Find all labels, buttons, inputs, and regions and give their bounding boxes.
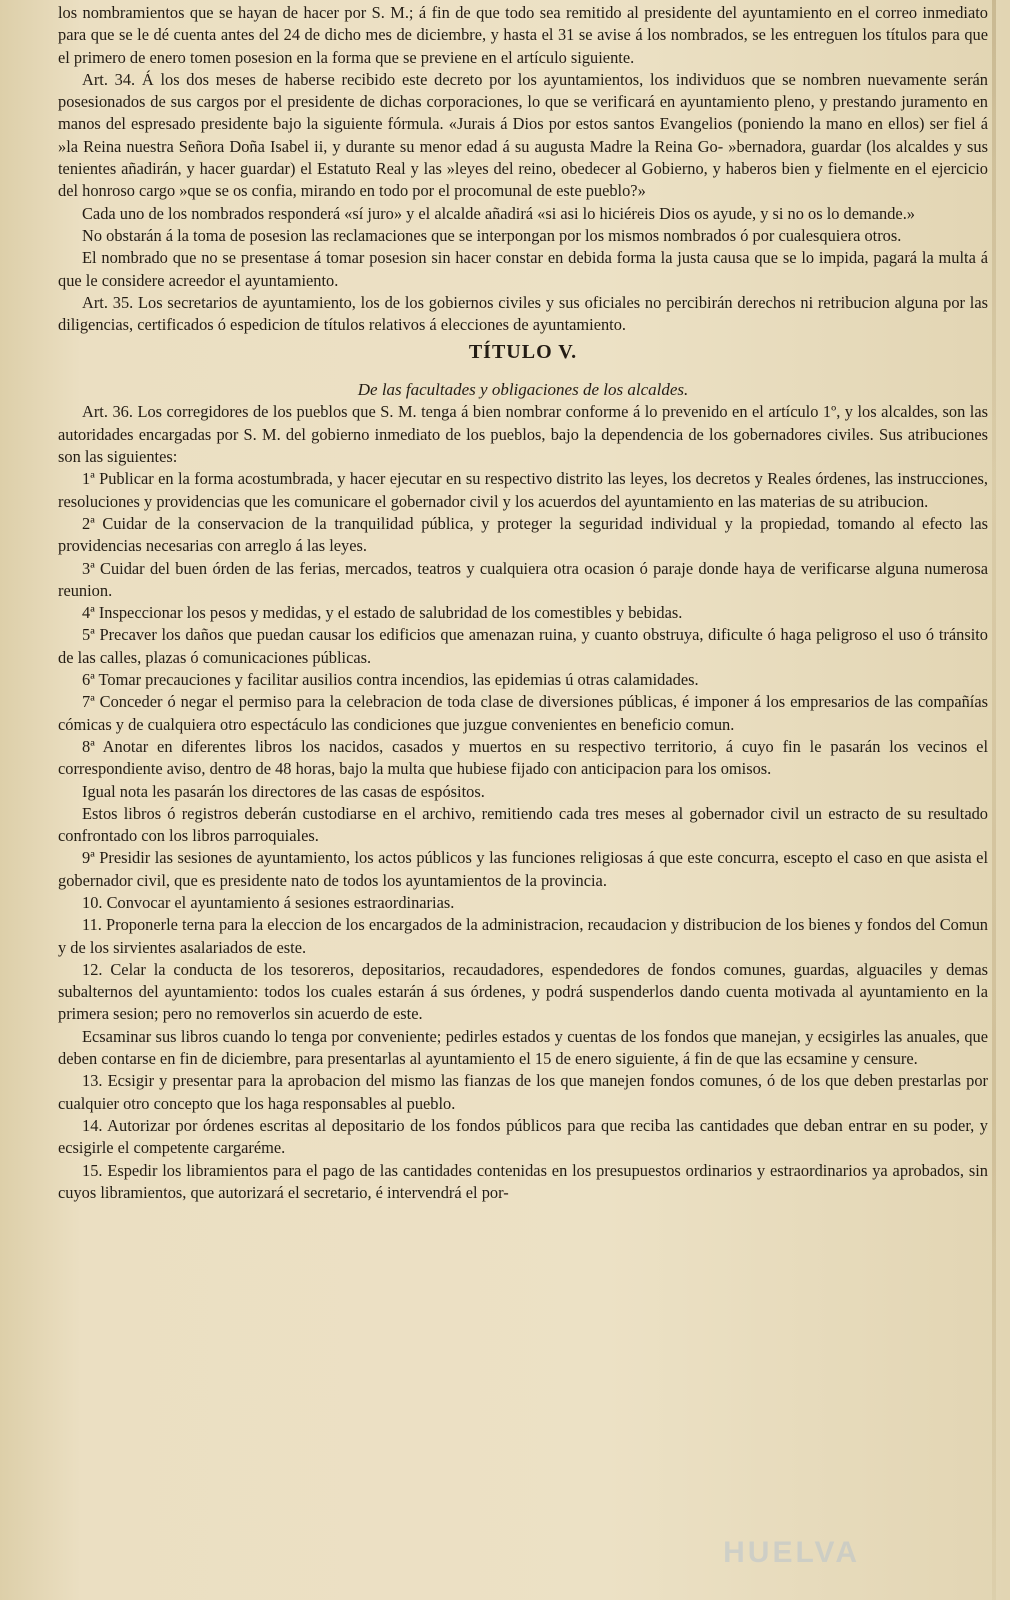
article-35: Art. 35. Los secretarios de ayuntamiento, los de los gobiernos civiles y sus oficiales no percibirán derechos ni retribucion alguna por las diligencias, certificados ó espedicion de títulos relativos á elecciones de ayuntamiento. (58, 292, 988, 335)
list-item: 10. Convocar el ayuntamiento á sesiones estraordinarias. (82, 892, 455, 912)
paragraph: Igual nota les pasarán los directores de las casas de espósitos. (82, 781, 485, 801)
paragraph: El nombrado que no se presentase á tomar posesion sin hacer constar en debida forma la justa causa que se lo impida, pagará la multa á que le considere acreedor el ayuntamiento. (58, 248, 988, 290)
page-edge (992, 0, 996, 1600)
library-watermark: HUELVA (723, 1536, 860, 1569)
list-item: 11. Proponerle terna para la eleccion de los encargados de la administracion, recaudacion y distribucion de los bienes y fondos del Comun y de los sirvientes asalariados de este. (58, 915, 988, 957)
article-36: Art. 36. Los corregidores de los pueblos que S. M. tenga á bien nombrar conforme á lo prevenido en el artículo 1º, y los alcaldes, son las autoridades encargadas por S. M. del gobierno inmediato de los pueblos, bajo la dependencia de los gobernadores civiles. Sus atribuciones son las siguientes: (58, 402, 988, 467)
list-item: 13. Ecsigir y presentar para la aprobacion del mismo las fianzas de los que manejen fondos comunes, ó de los que deben prestarlas por cualquier otro concepto que los haga responsables al pueblo. (58, 1071, 988, 1113)
list-item: 4ª Inspeccionar los pesos y medidas, y el estado de salubridad de los comestibles y bebidas. (82, 603, 683, 623)
section-title: TÍTULO V. (468, 341, 578, 364)
paragraph: Estos libros ó registros deberán custodiarse en el archivo, remitiendo cada tres meses al gobernador civil un estracto de su resultado confrontado con los libros parroquiales. (58, 803, 988, 846)
list-item: 12. Celar la conducta de los tesoreros, depositarios, recaudadores, espendedores de fondos comunes, guardas, alguaciles y demas subalternos del ayuntamiento: todos los cuales estarán á sus órdenes, y podrá suspenderlos dando cuenta motivada al ayuntamiento en la primera sesion; pero no removerlos sin acuerdo de este. (58, 959, 988, 1024)
paragraph: Cada uno de los nombrados responderá «sí juro» y el alcalde añadirá «si asi lo hiciéreis Dios os ayude, y si no os lo demande.» (82, 203, 915, 223)
paragraph: los nombramientos que se hayan de hacer por S. M.; á fin de que todo sea remitido al presidente del ayuntamiento en el correo inmediato para que se le dé cuenta antes del 24 de dicho mes de diciembre, y hasta el 31 se avise á los nombrados, se les entreguen los títulos para que el primero de enero tomen posesion en la forma que se previene en el artículo siguiente. (58, 3, 988, 67)
list-item: 7ª Conceder ó negar el permiso para la celebracion de toda clase de diversiones públicas, é imponer á los empresarios de las compañías cómicas y de cualquiera otro espectáculo las condiciones que juzgue convenientes en beneficio comun. (58, 692, 988, 734)
list-item: 9ª Presidir las sesiones de ayuntamiento, los actos públicos y las funciones religiosas á que este concurra, escepto el caso en que asista el gobernador civil, que es presidente nato de todos los ayuntamientos de la provincia. (58, 848, 988, 890)
document-text (58, 2, 988, 1204)
paragraph: Ecsaminar sus libros cuando lo tenga por conveniente; pedirles estados y cuentas de los fondos que manejan, y ecsigirles las anuales, que deben contarse en fin de diciembre, para presentarlas al ayuntamiento el 15 de enero siguiente, á fin de que las ecsamine y censure. (58, 1026, 988, 1069)
list-item: 14. Autorizar por órdenes escritas al depositario de los fondos públicos para que reciba las cantidades que deban entrar en su poder, y ecsigirle el competente cargaréme. (58, 1115, 988, 1158)
list-item: 2ª Cuidar de la conservacion de la tranquilidad pública, y proteger la seguridad individual y la propiedad, tomando al efecto las providencias necesarias con arreglo á las leyes. (58, 513, 988, 556)
list-item: 1ª Publicar en la forma acostumbrada, y hacer ejecutar en su respectivo distrito las leyes, los decretos y Reales órdenes, las instrucciones, resoluciones y providencias que les comunicare el gobernador civil y los acuerdos del ayuntamiento en las materias de su atribucion. (58, 469, 988, 511)
list-item: 3ª Cuidar del buen órden de las ferias, mercados, teatros y cualquiera otra ocasion ó paraje donde haya de verificarse alguna numerosa reunion. (58, 558, 988, 600)
section-subtitle: De las facultades y obligaciones de los alcaldes. (357, 380, 689, 400)
list-item: 6ª Tomar precauciones y facilitar ausilios contra incendios, las epidemias ú otras calamidades. (82, 670, 699, 690)
list-item: 15. Espedir los libramientos para el pago de las cantidades contenidas en los presupuestos ordinarios y estraordinarios ya aprobados, sin cuyos libramientos, que autorizará el secretario, é intervendrá el por- (58, 1160, 988, 1202)
list-item: 8ª Anotar en diferentes libros los nacidos, casados y muertos en su respectivo territorio, á cuyo fin le pasarán los vecinos el correspondiente aviso, dentro de 48 horas, bajo la multa que hubiese fijado con anticipacion para los omisos. (58, 736, 988, 779)
paragraph: No obstarán á la toma de posesion las reclamaciones que se interpongan por los mismos nombrados ó por cualesquiera otros. (82, 225, 902, 245)
list-item: 5ª Precaver los daños que puedan causar los edificios que amenazan ruina, y cuanto obstruya, dificulte ó haga peligroso el uso ó tránsito de las calles, plazas ó comunicaciones públicas. (58, 625, 988, 667)
article-34: Art. 34. Á los dos meses de haberse recibido este decreto por los ayuntamientos, los individuos que se nombren nuevamente serán posesionados de sus cargos por el presidente de dichas corporaciones, lo que se verificará en ayuntamiento pleno, y prestando juramento en manos del espresado presidente bajo la siguiente fórmula. «Jurais á Dios por estos santos Evangelios (poniendo la mano en ellos) ser fiel á »la Reina nuestra Señora Doña Isabel ii, y durante su menor edad á su augusta Madre la Reina Go- »bernadora, guardar (los alcaldes y sus tenientes añadirán, y hacer guardar) el Estatuto Real y las »leyes del reino, obedecer al Gobierno, y haberos bien y fielmente en el ejercicio del honroso cargo »que se os confia, mirando en todo por el procomunal de este pueblo?» (58, 69, 988, 201)
